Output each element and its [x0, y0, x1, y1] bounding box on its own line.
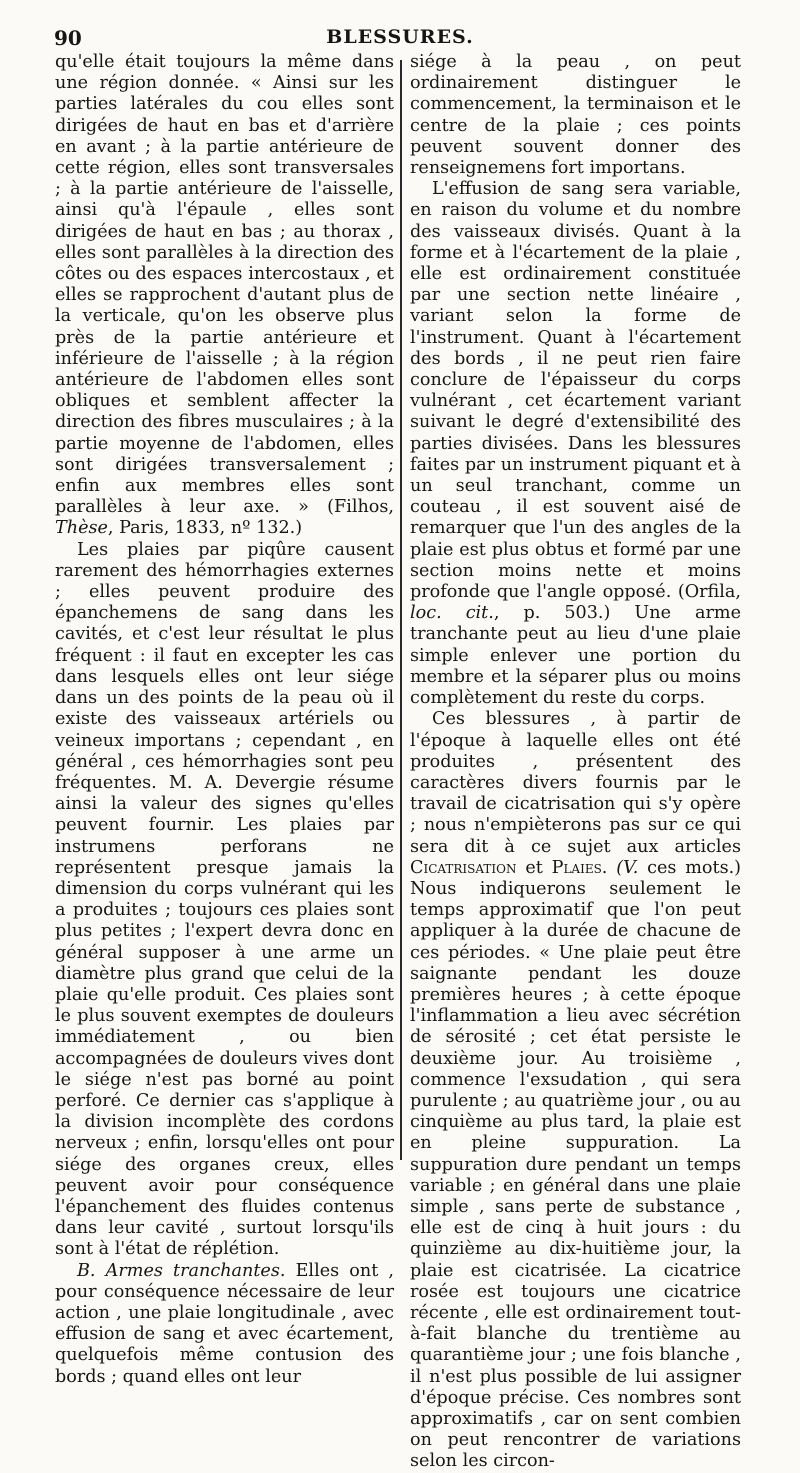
paragraph: Les plaies par piqûre causent rarement des hémorrhagies externes ; elles peuvent produire des épanchemens de sang dans les cavités, et c'est leur résultat le plus fréquent : il faut en excepter les cas dans lesquels elles ont leur siége dans un des points de la peau où il existe des vaisseaux artériels ou veineux importans ; cependant , en général , ces hémorrhagies sont peu fréquentes. M. A. Devergie résume ainsi la valeur des signes qu'elles peuvent fournir. Les plaies par instrumens perforans ne représentent presque jamais la dimension du corps vulnérant qui les a produites ; toujours ces plaies sont plus petites ; l'expert devra donc en général supposer à une arme un diamètre plus grand que celui de la plaie qu'elle produit. Ces plaies sont le plus souvent exemptes de douleurs immédiatement , ou bien accompagnées de douleurs vives dont le siége n'est pas borné au point perforé. Ce dernier cas s'applique à la division incomplète des cordons nerveux ; enfin, lorsqu'elles ont pour siége des organes creux, elles peuvent avoir pour conséquence l'épanchement des fluides contenus dans leur cavité , surtout lorsqu'ils sont à l'état de réplétion.: [55, 539, 394, 1260]
paragraph: B. Armes tranchantes. Elles ont , pour conséquence nécessaire de leur action , une plaie longitudinale , avec effusion de sang et avec écartement, quelquefois même contusion des bords ; quand elles ont leur: [55, 1260, 394, 1387]
page-number: 90: [54, 26, 82, 50]
paragraph: siége à la peau , on peut ordinairement distinguer le commencement, la terminaison et le centre de la plaie ; ces points peuvent souvent donner des renseignemens fort importans.: [410, 52, 741, 179]
paragraph: Ces blessures , à partir de l'époque à laquelle elles ont été produites , présentent des caractères divers fournis par le travail de cicatrisation qui s'y opère ; nous n'empièterons pas sur ce qui sera dit à ce sujet aux articles Cicatrisation et Plaies. (V. ces mots.) Nous indiquerons seulement le temps approximatif que l'on peut appliquer à la durée de chacune de ces périodes. « Une plaie peut être saignante pendant les douze premières heures ; à cette époque l'inflammation a lieu avec sécrétion de sérosité ; cet état persiste le deuxième jour. Au troisième , commence l'exsudation , qui sera purulente ; au quatrième jour , ou au cinquième au plus tard, la plaie est en pleine suppuration. La suppuration dure pendant un temps variable ; en général dans une plaie simple , sans perte de substance , elle est de cinq à huit jours : du quinzième au dix-huitième jour, la plaie est cicatrisée. La cicatrice rosée est toujours une cicatrice récente , elle est ordinairement tout-à-fait blanche du trentième au quarantième jour ; une fois blanche , il n'est plus possible de lui assigner d'époque précise. Ces nombres sont approximatifs , car on sent combien on peut rencontrer de variations selon les circon-: [410, 709, 742, 1472]
right-column: [410, 52, 742, 1472]
column-divider: [400, 60, 402, 1160]
running-title: BLESSURES.: [326, 26, 474, 48]
paragraph: qu'elle était toujours la même dans une région donnée. « Ainsi sur les parties latérales du cou elles sont dirigées de haut en bas et d'arrière en avant ; à la partie antérieure de cette région, elles sont transversales ; à la partie antérieure de l'aisselle, ainsi qu'à l'épaule , elles sont dirigées de haut en bas ; au thorax , elles sont parallèles à la direction des côtes ou des espaces intercostaux , et elles se rapprochent d'autant plus de la verticale, qu'on les observe plus près de la partie antérieure et inférieure de l'aisselle ; à la région antérieure de l'abdomen elles sont obliques et semblent affecter la direction des fibres musculaires ; à la partie moyenne de l'abdomen, elles sont dirigées transversalement ; enfin aux membres elles sont parallèles à leur axe. » (Filhos, Thèse, Paris, 1833, nº 132.): [55, 52, 394, 539]
left-column: [55, 52, 394, 1387]
paragraph: L'effusion de sang sera variable, en raison du volume et du nombre des vaisseaux divisés. Quant à la forme et à l'écartement de la plaie , elle est ordinairement constituée par une section nette linéaire , variant selon la forme de l'instrument. Quant à l'écartement des bords , il ne peut rien faire conclure de l'épaisseur du corps vulnérant , cet écartement variant suivant le degré d'extensibilité des parties divisées. Dans les blessures faites par un instrument piquant et à un seul tranchant, comme un couteau , il est souvent aisé de remarquer que l'un des angles de la plaie est plus obtus et formé par une section moins nette et moins profonde que l'angle opposé. (Orfila, loc. cit., p. 503.) Une arme tranchante peut au lieu d'une plaie simple enlever une portion du membre et la séparer plus ou moins complètement du reste du corps.: [410, 179, 742, 709]
